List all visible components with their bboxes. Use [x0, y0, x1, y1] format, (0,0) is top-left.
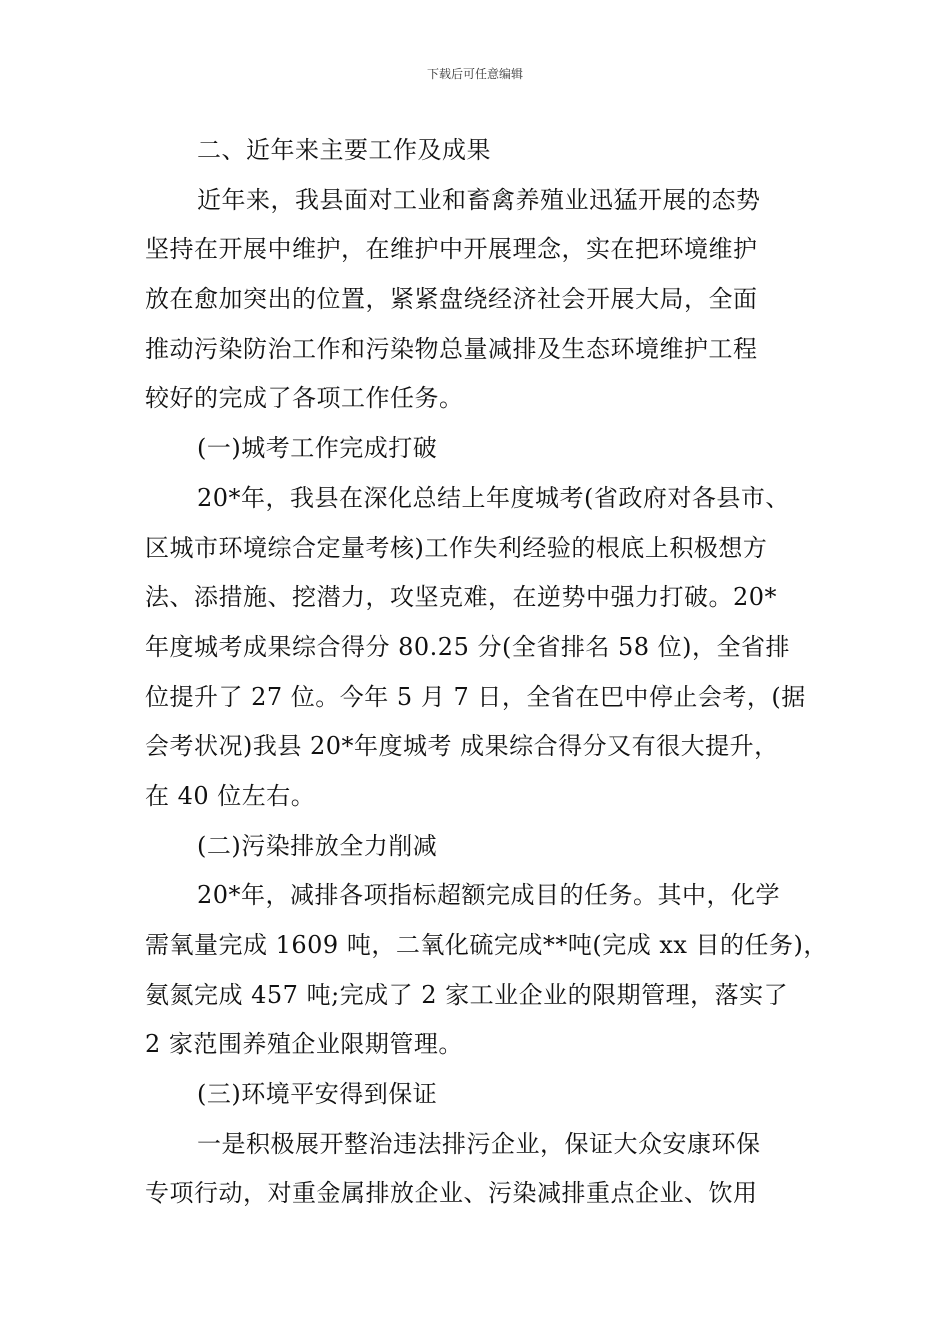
text-line: (三)环境平安得到保证 — [197, 1080, 438, 1109]
text-line: 在 40 位左右。 — [145, 781, 316, 810]
text-line: 专项行动，对重金属排放企业、污染减排重点企业、饮用 — [145, 1179, 758, 1208]
text-line: (二)污染排放全力削减 — [197, 831, 438, 860]
page-header-note: 下载后可任意编辑 — [426, 67, 523, 81]
text-line: 需氧量完成 1609 吨，二氧化硫完成**吨(完成 xx 目的任务)， — [145, 931, 828, 959]
text-line: 一是积极展开整治违法排污企业，保证大众安康环保 — [197, 1129, 761, 1158]
text-line: 会考状况)我县 20*年度城考 成果综合得分又有很大提升， — [145, 732, 779, 761]
document-body — [145, 126, 835, 1219]
text-line: 近年来，我县面对工业和畜禽养殖业迅猛开展的态势 — [197, 185, 761, 214]
text-line: 2 家范围养殖企业限期管理。 — [145, 1030, 463, 1059]
text-line: 区城市环境综合定量考核)工作失利经验的根底上积极想方 — [145, 533, 768, 562]
text-line: 20*年，我县在深化总结上年度城考(省政府对各县市、 — [197, 483, 790, 512]
text-line: 年度城考成果综合得分 80.25 分(全省排名 58 位)，全省排 — [145, 632, 790, 661]
text-line: 位提升了 27 位。今年 5 月 7 日，全省在巴中停止会考，(据 — [145, 682, 806, 711]
text-line: 坚持在开展中维护，在维护中开展理念，实在把环境维护 — [145, 235, 758, 264]
text-line: 放在愈加突出的位置，紧紧盘绕经济社会开展大局，全面 — [145, 285, 758, 314]
text-line: 推动污染防治工作和污染物总量减排及生态环境维护工程 — [145, 334, 758, 363]
text-line: 二、近年来主要工作及成果 — [197, 136, 491, 164]
text-line: 氨氮完成 457 吨;完成了 2 家工业企业的限期管理，落实了 — [145, 980, 789, 1009]
text-line: (一)城考工作完成打破 — [197, 434, 438, 463]
text-line: 法、添措施、挖潜力，攻坚克难，在逆势中强力打破。20* — [145, 583, 778, 612]
text-line: 较好的完成了各项工作任务。 — [145, 384, 464, 413]
text-line: 20*年，减排各项指标超额完成目的任务。其中，化学 — [197, 881, 781, 910]
